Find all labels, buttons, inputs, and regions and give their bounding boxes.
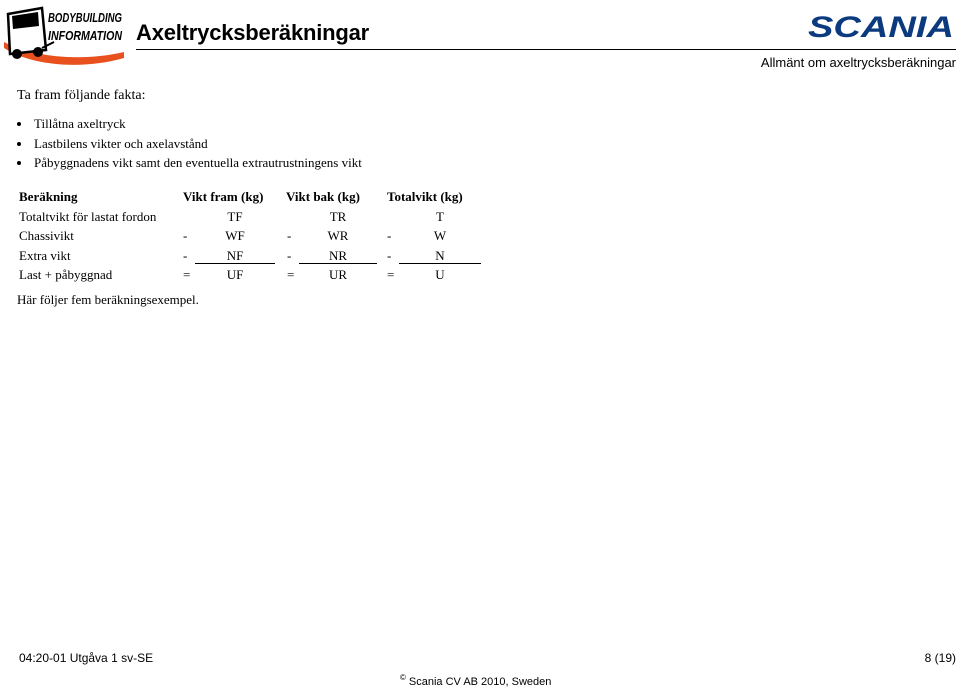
back-operator: - [287,228,292,244]
back-value: UR [328,267,348,283]
copyright-icon: © [400,673,406,682]
total-value: W [433,228,447,244]
bbi-logo-line1: BODYBUILDING [48,10,122,25]
total-value: T [436,208,444,224]
bodybuilding-information-logo [2,2,126,74]
header-total-weight: Totalvikt (kg) [387,189,463,204]
back-operator: = [287,267,295,283]
row-label: Last + påbyggnad [19,267,113,283]
total-operator: = [387,267,395,283]
section-subtitle: Allmänt om axeltrycksberäkningar [760,55,956,70]
total-value: U [435,267,445,283]
header-calculation: Beräkning [19,189,78,204]
header-divider [136,49,956,50]
front-value: UF [226,267,244,283]
outro-text: Här följer fem beräkningsexempel. [17,292,199,307]
front-operator: - [183,247,188,263]
list-item: Tillåtna axeltryck [17,114,362,134]
list-item: Lastbilens vikter och axelavstånd [17,134,362,154]
subtotal-underline [399,263,481,264]
subtotal-underline [299,263,377,264]
scania-logo-text: SCANIA [808,11,954,44]
back-operator: - [287,247,292,263]
facts-list [17,114,362,173]
list-item: Påbyggnadens vikt samt den eventuella extrautrustningens vikt [17,153,362,173]
copyright-notice [400,673,552,688]
back-value: NR [328,247,348,263]
copyright-text: Scania CV AB 2010, Sweden [408,676,552,688]
back-value: TR [329,208,347,224]
front-operator: = [183,267,191,283]
row-label: Extra vikt [19,247,71,263]
total-value: N [435,247,445,263]
edition-info: 04:20-01 Utgåva 1 sv-SE [19,651,154,665]
front-operator: - [183,228,188,244]
page-title: Axeltrycksberäkningar [136,20,370,45]
page-number: 8 (19) [924,651,956,665]
total-operator: - [387,228,392,244]
front-value: WF [225,228,245,244]
header-front-weight: Vikt fram (kg) [183,189,264,204]
row-label: Totaltvikt för lastat fordon [19,208,157,224]
header-rear-weight: Vikt bak (kg) [286,189,360,204]
row-label: Chassivikt [19,228,74,244]
scania-logo [808,11,956,44]
front-value: TF [227,208,243,224]
subtotal-underline [195,263,275,264]
back-value: WR [327,228,349,244]
intro-text: Ta fram följande fakta: [17,88,146,103]
total-operator: - [387,247,392,263]
bbi-logo-line2: INFORMATION [48,28,123,43]
front-value: NF [226,247,244,263]
